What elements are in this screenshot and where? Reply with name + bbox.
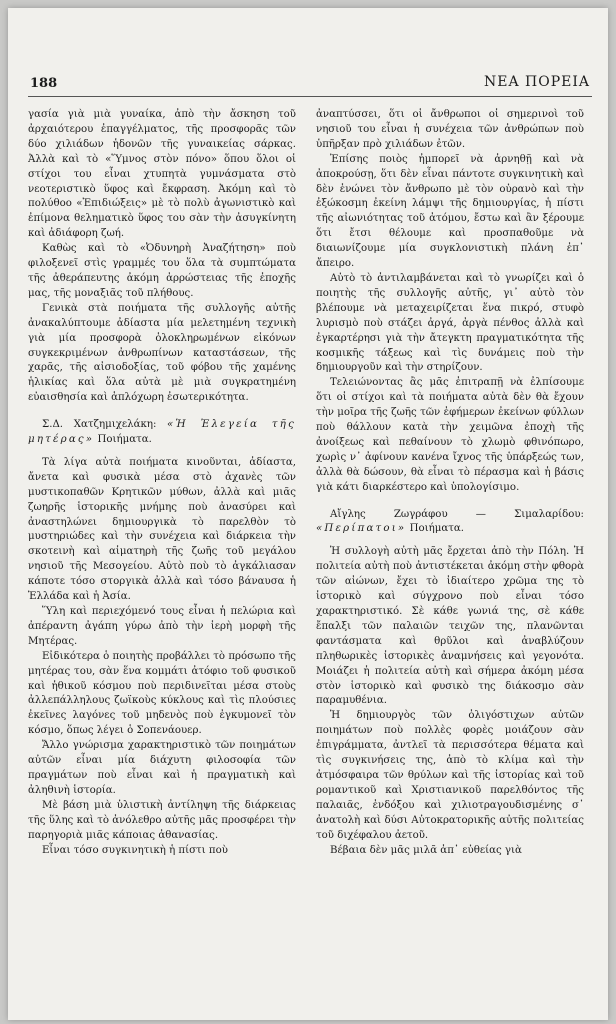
book-page <box>8 8 608 1020</box>
review-heading <box>316 508 584 538</box>
paragraph: Ἡ δημιουργὸς τῶν ὀλιγόστιχων αὐτῶν ποιημάτων ποὺ πολλὲς φορὲς μοιάζουν σὰν ἐπιγράμματα, ἀντλεῖ τὰ περισσότερα θέματα καὶ τὶς συγκινήσεις της, ἀπὸ τὸ κλίμα καὶ τὴν ἀτμόσφαιρα τῶν θρύλων καὶ τῆς ἱστορίας καὶ τοῦ ρομαντικοῦ καὶ Χριστιανικοῦ παρελθόντος τῆς παλαιᾶς, ἐνδόξου καὶ χιλιοτραγουδισμένης σ᾽ ἀνατολὴ καὶ δύσι Αὐτοκρατορικῆς αὐτῆς πολιτείας τοῦ διχέφαλου ἀετοῦ. <box>316 710 584 841</box>
paragraph: Ἐπίσης ποιὸς ἠμπορεῖ νὰ ἀρνηθῇ καὶ νὰ ἀποκρούσῃ, ὅτι δὲν εἶναι πάντοτε συγκινητικὴ καὶ δὲν ἑνώνει τὸν ἄνθρωπο μὲ τὸν οὐρανὸ καὶ τὴν ἐξώκοσμη ἐκείνη λάμψι τῆς δημιουργίας, ἡ πίστι τῆς αἰωνιότητας τοῦ ἀτόμου, ἔστω καὶ ἂν ξέρουμε ὅτι ἔτσι θέλουμε καὶ προσπαθοῦμε νὰ διαιωνίζουμε μία συγκλονιστικὴ πλάνη ἐπ᾽ ἄπειρο. <box>316 153 584 270</box>
paragraph: Βέβαια δὲν μᾶς μιλᾶ ἀπ᾽ εὐθείας γιὰ <box>330 844 522 856</box>
review-heading <box>28 418 296 448</box>
paragraph: Τελειώνοντας ἂς μᾶς ἐπιτραπῇ νὰ ἐλπίσουμε ὅτι οἱ στίχοι καὶ τὰ ποιήματα αὐτὰ δὲν θὰ ἔχουν τὴν μοῖρα τῆς ζωῆς τῶν ἐφήμερων ἐκείνων φύλλων ποὺ θάλλουν κατὰ τὴν χειμῶνα ἐποχὴ τῆς ἀνοίξεως καὶ πεθαίνουν τὸ χλωμὸ φθινόπωρο, χωρὶς ν᾽ ἀφίνουν κανένα ἴχνος τῆς ὑπάρξεώς των, ἀλλὰ θὰ δώσουν, θὰ εἶναι τὸ πέρασμα καὶ ἡ βάσις γιὰ κάτι διαρκέστερο καὶ ὑπολογίσιμο. <box>316 377 584 493</box>
review-title: «Ἡ Ἐλεγεία τῆς μητέρας» <box>28 419 296 446</box>
paragraph: Ἡ συλλογὴ αὐτὴ μᾶς ἔρχεται ἀπὸ τὴν Πόλη. Ἡ πολιτεία αὐτὴ ποὺ ἀντιστέκεται ἀκόμη στὴν φθορὰ τῶν αἰώνων, ἔχει τὸ ἰδιαίτερο χρῶμα της τὸ ἱστορικὸ καὶ σύγχρονο ποὺ εἶναι τόσο χαρακτηριστικό. Σὲ κάθε γωνιά της, σὲ κάθε ἔπαλξι τῶν παλαιῶν τειχῶν της, πλανῶνται φαντάσματα καὶ θρῦλοι καὶ ἀναβλύζουν πληθωρικὲς ἱστορικὲς ἀναμνήσεις καὶ γεγονότα. Μοιάζει ἡ πολιτεία αὐτὴ καὶ σήμερα ἀκόμη μέσα στὸν ἱστορικὸ καὶ φυσικὸ της διάκοσμο σὰν παραμυθένια. <box>316 546 584 707</box>
running-title: ΝΕΑ ΠΟΡΕΙΑ <box>484 74 590 90</box>
paragraph: Εἰδικότερα ὁ ποιητὴς προβάλλει τὸ πρόσωπο τῆς μητέρας του, σὰν ἕνα κομμάτι ἀτόφιο τοῦ φυσικοῦ καὶ ἡθικοῦ κόσμου ποὺ περιδινεῖται μέσα στοὺς ἀλλεπάλληλους ζωϊκοὺς κύκλους καὶ τὶς πλούσιες ἐκεῖνες λαγόνες τοῦ μηδενὸς ποὺ ἐγκυμονεῖ τὸν κόσμο, ὅπως λέγει ὁ Σοπενάουερ. <box>28 650 296 737</box>
paragraph: Καθὼς καὶ τὸ «Ὀδυνηρὴ Ἀναζήτηση» ποὺ φιλοξενεῖ στὶς γραμμές του ὅλα τὰ συμπτώματα τῆς ἀθεράπευτης ἀκόμη ἀρρώστειας τῆς ἐποχῆς μας, τῆς μοναξιᾶς τοῦ πλήθους. <box>28 243 296 299</box>
paragraph: γασία γιὰ μιὰ γυναίκα, ἀπὸ τὴν ἄσκηση τοῦ ἀρχαιότερου ἐπαγγέλματος, τῆς προσφορᾶς τῶν δύο χιλιάδων ἡδονῶν τῆς γυναικείας σάρκας. Ἀλλὰ καὶ τὸ «Ὕμνος στὸν πόνο» ὅπου ὅλοι οἱ στίχοι του εἶναι χτυπητὰ γυμνάσματα στὸ νεοτεριστικὸ ὕφος καὶ ἔκφραση. Ἀκόμη καὶ τὸ πολύθοο «Ἐπιδιώξεις» μὲ τὸ πολὺ ἀγωνιστικὸ καὶ ἐπίμονα θεληματικὸ ὕφος του σὰν τὴν ἀσυγκίνητη καὶ ἀδιάφορη ζωή. <box>28 109 296 240</box>
review-author: Αἴγλης Ζωγράφου — Σιμαλαρίδου: <box>330 508 584 520</box>
paragraph: Τὰ λίγα αὐτὰ ποιήματα κινοῦνται, ἀδίαστα, ἄνετα καὶ φυσικὰ μέσα στὸ ἀχανὲς τῶν μυστικοπαθῶν Κρητικῶν μύθων, ἀλλὰ καὶ μιᾶς ζωηρῆς ἱστορικῆς μνήμης ποὺ ἀνασύρει καὶ ἀναστηλώνει δημιουργικὰ τὸ παρελθὸν τὸ μυστηριώδες καὶ τὴν συνέχεια καὶ διάρκεια τὴν σκοτεινὴ καὶ αἱματηρὴ τῆς ζωῆς τοῦ μεγάλου νησιοῦ τῆς Μεσογείου. Αὐτὸ ποὺ τὸ ἀγκάλιασαν κάποτε τόσο στοργικὰ ἀλλὰ καὶ τόσο βάναυσα ἡ Ἑλλάδα καὶ ἡ Ἀσία. <box>28 456 296 603</box>
right-column <box>316 108 584 1008</box>
review-author: Σ.Δ. Χατζημιχελάκη: <box>42 419 157 431</box>
paragraph: Εἶναι τόσο συγκινητικὴ ἡ πίστι ποὺ <box>42 844 228 856</box>
paragraph: Ὕλη καὶ περιεχόμενό τους εἶναι ἡ πελώρια καὶ ἀπέραντη ἀγάπη γύρω ἀπὸ τὴν ἱερὴ μορφὴ τῆς Μητέρας. <box>28 606 296 647</box>
page-number: 188 <box>30 76 58 91</box>
paragraph: Γενικὰ στὰ ποιήματα τῆς συλλογῆς αὐτῆς ἀνακαλύπτουμε ἀδίαστα μία μελετημένη τεχνικὴ γιὰ μία προσφορὰ ὁλοκληρωμένων εἰκόνων συγκεκριμένων ἀνθρωπίνων καταστάσεων, τῆς χαρᾶς, τῆς αἰσιοδοξίας, τοῦ φόβου τῆς χαμένης ἡλικίας καὶ ὅλα αὐτὰ μὲ μιὰ συγκρατημένη εὐαισθησία καὶ ἁπλόχωρη ἐσωτερικότητα. <box>28 302 296 404</box>
paragraph: Μὲ βάση μιὰ ὑλιστικὴ ἀντίληψη τῆς διάρκειας τῆς ὕλης καὶ τὸ ἀνόλεθρο αὐτῆς μᾶς προσφέρει τὴν παρηγοριὰ μιᾶς κάποιας ἀθανασίας. <box>28 799 296 841</box>
paragraph: ἀναπτύσσει, ὅτι οἱ ἄνθρωποι οἱ σημερινοὶ τοῦ νησιοῦ του εἶναι ἡ συνέχεια τῶν ἀνθρώπων ποὺ ὑπῆρξαν πρὸ χιλιάδων ἐτῶν. <box>316 109 584 150</box>
paragraph: Αὐτὸ τὸ ἀντιλαμβάνεται καὶ τὸ γνωρίζει καὶ ὁ ποιητὴς τῆς συλλογῆς αὐτῆς, γι᾽ αὐτὸ τὸν βλέπουμε νὰ μεταχειρίζεται ἕνα πικρό, στυφὸ λυρισμὸ ποὺ στάζει ἀργά, ἀργὰ πένθος ἀλλὰ καὶ ἐγκαρτέρησι γιὰ τὴν ἄτεγκτη πραγματικότητα τῆς κοσμικῆς τάξεως καὶ τὶς δυνάμεις ποὺ τὴν δημιουργοῦν καὶ τὴν στηρίζουν. <box>316 272 584 374</box>
review-genre: Ποιήματα. <box>97 434 152 446</box>
left-column <box>28 108 296 1008</box>
review-title: «Περίπατοι» <box>316 523 407 535</box>
paragraph: Ἄλλο γνώρισμα χαρακτηριστικὸ τῶν ποιημάτων αὐτῶν εἶναι μία διάχυτη φιλοσοφία τῶν πραγμάτων ποὺ εἶναι καὶ ἡ πραγματικὴ καὶ ἀληθινὴ ἱστορία. <box>28 740 296 796</box>
header-rule <box>28 96 592 97</box>
review-genre: Ποιήματα. <box>409 523 464 535</box>
